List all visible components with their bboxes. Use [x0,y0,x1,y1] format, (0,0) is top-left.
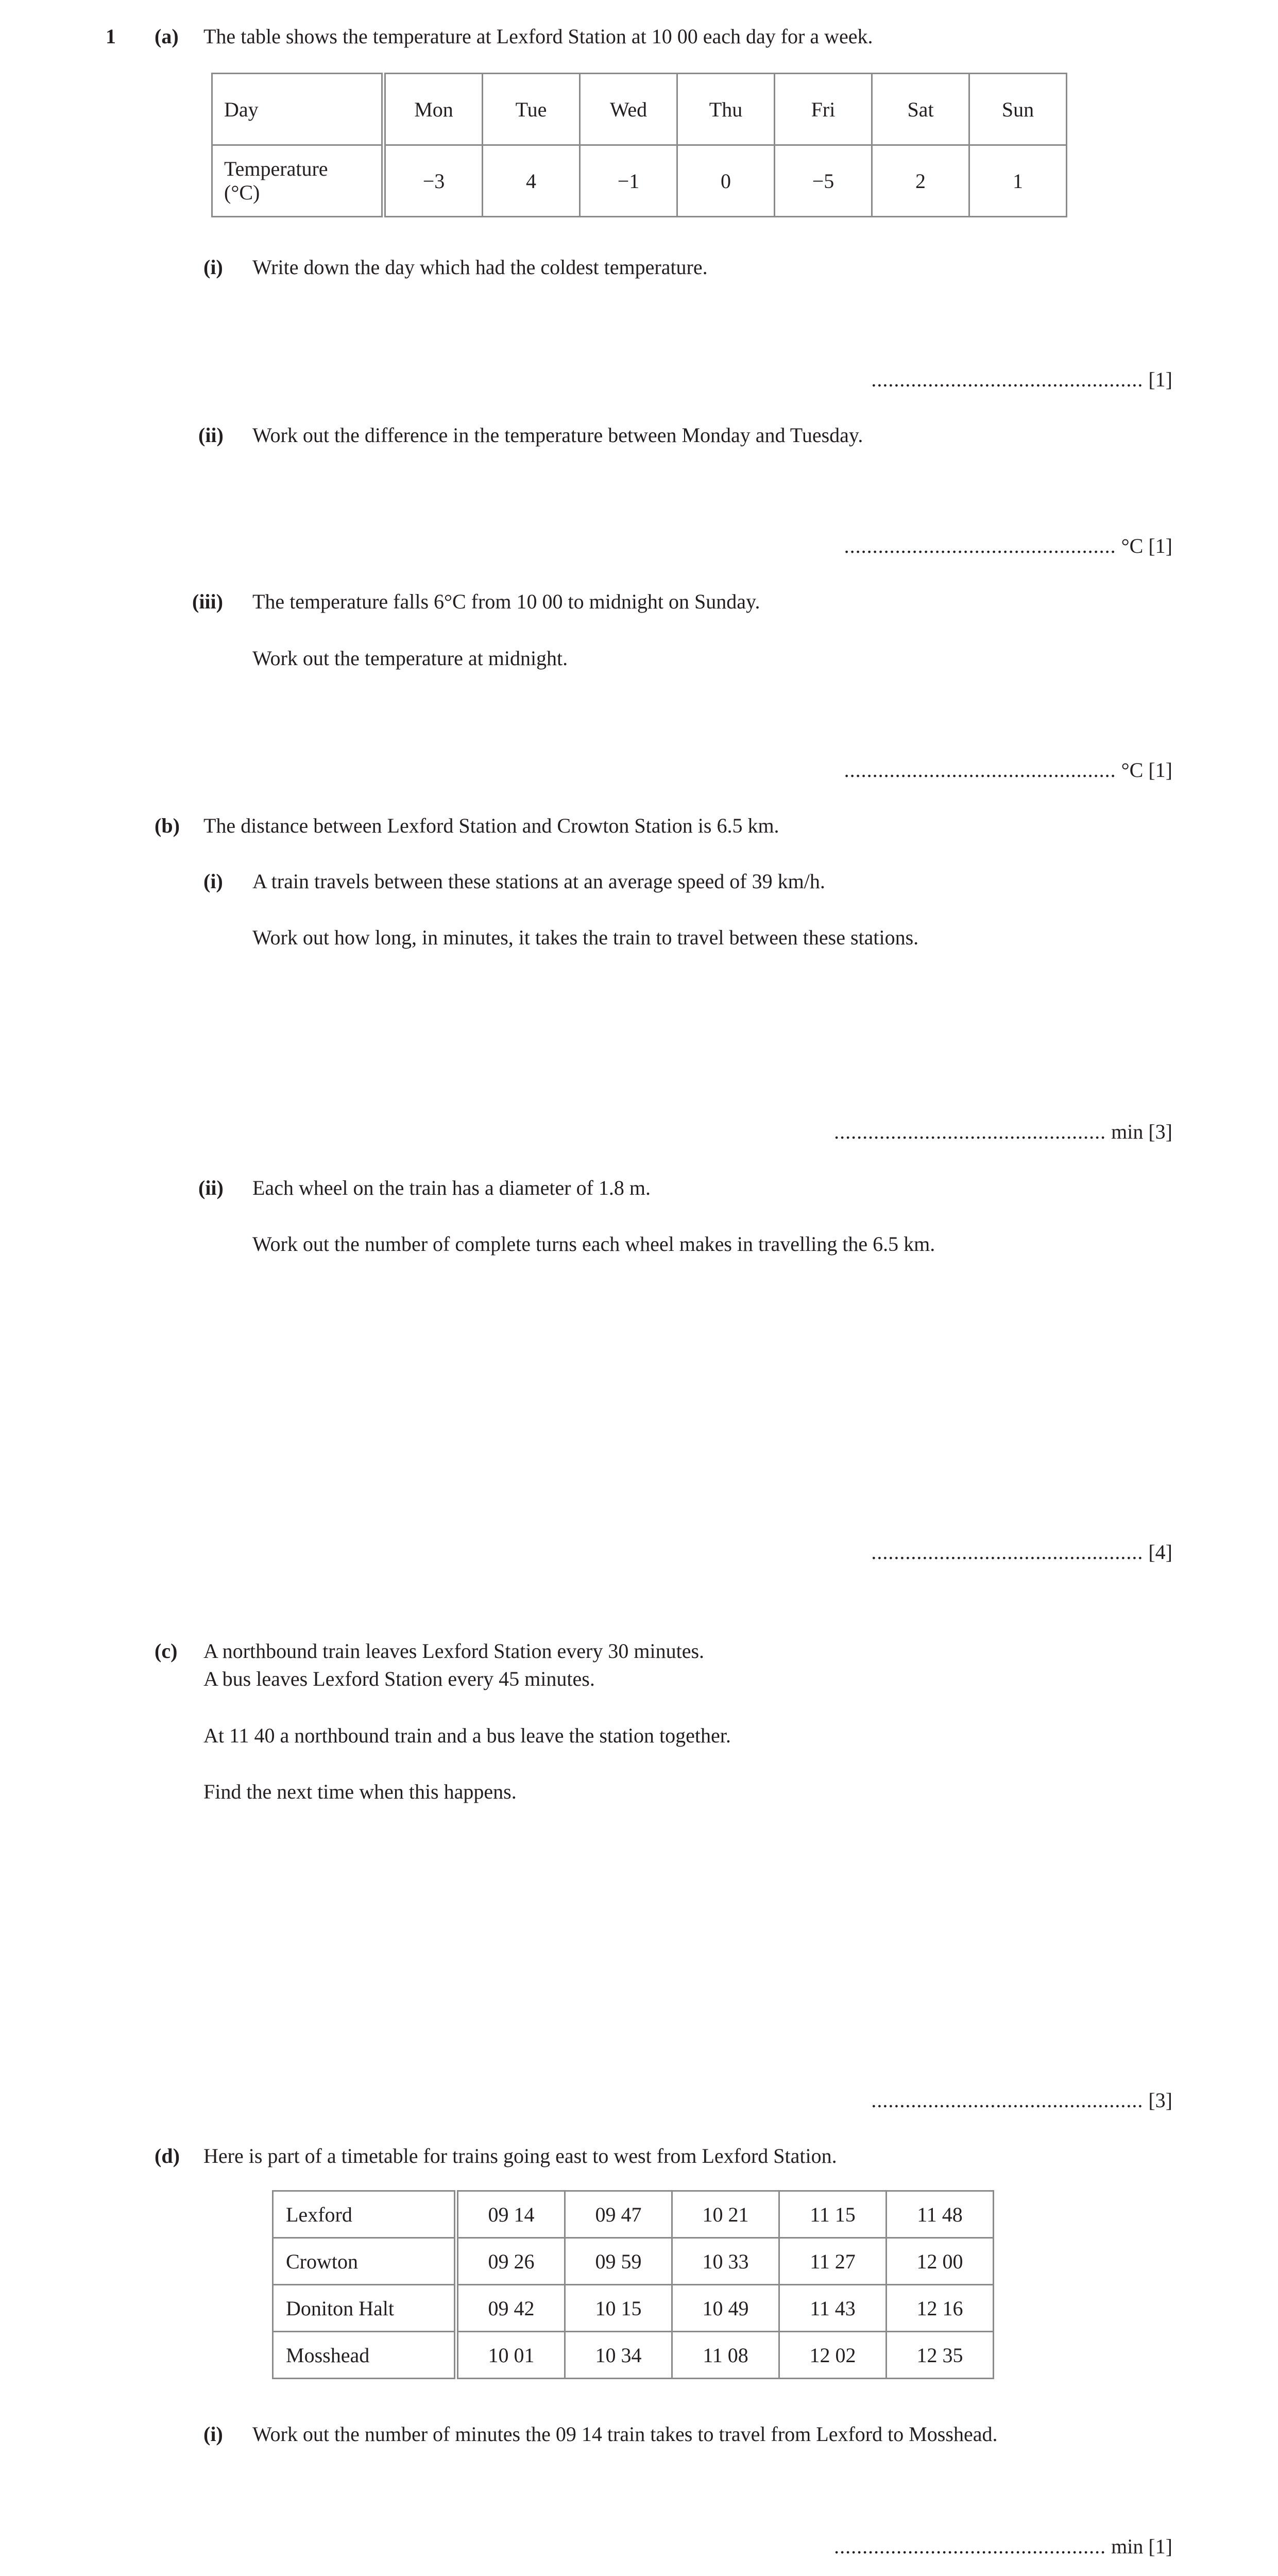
time-cell: 09 59 [565,2238,672,2285]
part-a-ii-label: (ii) [198,423,224,447]
time-cell: 10 33 [672,2238,779,2285]
part-b-intro: The distance between Lexford Station and Crowton Station is 6.5 km. [203,814,779,837]
part-b-ii-text2: Work out the number of complete turns each wheel makes in travelling the 6.5 km. [252,1232,935,1256]
answer-dots: ................................................ [871,1540,1144,1564]
time-cell: 12 02 [779,2332,887,2379]
station-name: Doniton Halt [273,2285,456,2332]
part-c-line2: A bus leaves Lexford Station every 45 minutes. [203,1667,595,1690]
station-name: Lexford [273,2191,456,2238]
time-cell: 11 08 [672,2332,779,2379]
part-b-i-text2: Work out how long, in minutes, it takes the train to travel between these stations. [252,926,919,949]
answer-line-a-i[interactable] [871,367,1172,392]
station-name: Crowton [273,2238,456,2285]
part-b-label: (b) [155,814,180,837]
time-cell: 10 15 [565,2285,672,2332]
answer-dots: ................................................ [871,368,1144,391]
table-cell-temp: −3 [384,145,483,217]
part-c-line4: Find the next time when this happens. [203,1780,517,1803]
part-d-label: (d) [155,2144,180,2167]
part-b-ii-text1: Each wheel on the train has a diameter of 1.8 m. [252,1176,651,1199]
time-cell: 10 34 [565,2332,672,2379]
part-a-iii-text2: Work out the temperature at midnight. [252,647,568,670]
train-timetable [272,2190,994,2379]
table-row [273,2238,994,2285]
answer-line-b-ii[interactable] [871,1540,1172,1564]
time-cell: 09 14 [456,2191,565,2238]
time-cell: 09 47 [565,2191,672,2238]
mark-allocation: min [3] [1111,1120,1172,1143]
time-cell: 11 43 [779,2285,887,2332]
answer-dots: ................................................ [834,2535,1106,2558]
time-cell: 09 26 [456,2238,565,2285]
temperature-table [211,73,1067,217]
table-cell-day: Mon [384,74,483,145]
part-a-i-label: (i) [203,256,223,279]
mark-allocation: [1] [1148,368,1172,391]
time-cell: 12 16 [887,2285,994,2332]
part-a-iii-text1: The temperature falls 6°C from 10 00 to midnight on Sunday. [252,590,760,613]
table-cell-temp: 4 [483,145,580,217]
part-a-i-text: Write down the day which had the coldest temperature. [252,256,708,279]
mark-allocation: min [1] [1111,2535,1172,2558]
time-cell: 10 21 [672,2191,779,2238]
question-number: 1 [106,25,116,48]
time-cell: 10 49 [672,2285,779,2332]
part-c-line3: At 11 40 a northbound train and a bus leave the station together. [203,1724,731,1747]
part-c-line1: A northbound train leaves Lexford Station every 30 minutes. [203,1639,705,1663]
answer-dots: ................................................ [844,758,1116,782]
part-b-i-text1: A train travels between these stations at an average speed of 39 km/h. [252,870,825,893]
table-row [273,2285,994,2332]
table-cell-day: Tue [483,74,580,145]
table-cell-temp: 1 [969,145,1067,217]
part-a-iii-label: (iii) [192,590,223,613]
table-cell-temp: 0 [677,145,775,217]
table-header-day: Day [212,74,384,145]
temperature-header-line1: Temperature [224,157,328,180]
answer-line-a-ii[interactable] [844,534,1172,558]
part-d-i-text: Work out the number of minutes the 09 14 train takes to travel from Lexford to Mosshead. [252,2422,998,2446]
part-b-i-label: (i) [203,870,223,893]
part-b-ii-label: (ii) [198,1176,224,1199]
table-row [273,2332,994,2379]
answer-line-b-i[interactable] [834,1120,1172,1144]
answer-dots: ................................................ [844,534,1116,557]
temperature-header-line2: (°C) [224,181,260,204]
station-name: Mosshead [273,2332,456,2379]
mark-allocation: [3] [1148,2089,1172,2112]
table-row [212,145,1067,217]
part-a-intro: The table shows the temperature at Lexford Station at 10 00 each day for a week. [203,25,873,48]
time-cell: 09 42 [456,2285,565,2332]
table-cell-temp: −5 [775,145,872,217]
time-cell: 12 35 [887,2332,994,2379]
part-a-label: (a) [155,25,179,48]
table-cell-day: Thu [677,74,775,145]
table-cell-temp: 2 [872,145,969,217]
time-cell: 11 15 [779,2191,887,2238]
answer-dots: ................................................ [871,2089,1144,2112]
table-row [212,74,1067,145]
part-a-ii-text: Work out the difference in the temperature between Monday and Tuesday. [252,423,863,447]
table-cell-day: Wed [580,74,677,145]
table-cell-day: Fri [775,74,872,145]
part-d-i-label: (i) [203,2422,223,2446]
time-cell: 11 48 [887,2191,994,2238]
table-cell-day: Sat [872,74,969,145]
table-row [273,2191,994,2238]
answer-line-d-i[interactable] [834,2534,1172,2558]
mark-allocation: °C [1] [1121,534,1172,557]
table-cell-day: Sun [969,74,1067,145]
part-c-label: (c) [155,1639,178,1663]
mark-allocation: [4] [1148,1540,1172,1564]
answer-dots: ................................................ [834,1120,1106,1143]
part-d-intro: Here is part of a timetable for trains going east to west from Lexford Station. [203,2144,837,2167]
time-cell: 10 01 [456,2332,565,2379]
time-cell: 12 00 [887,2238,994,2285]
time-cell: 11 27 [779,2238,887,2285]
mark-allocation: °C [1] [1121,758,1172,782]
answer-line-a-iii[interactable] [844,758,1172,782]
table-cell-temp: −1 [580,145,677,217]
table-header-temperature [212,145,384,217]
answer-line-c[interactable] [871,2088,1172,2112]
